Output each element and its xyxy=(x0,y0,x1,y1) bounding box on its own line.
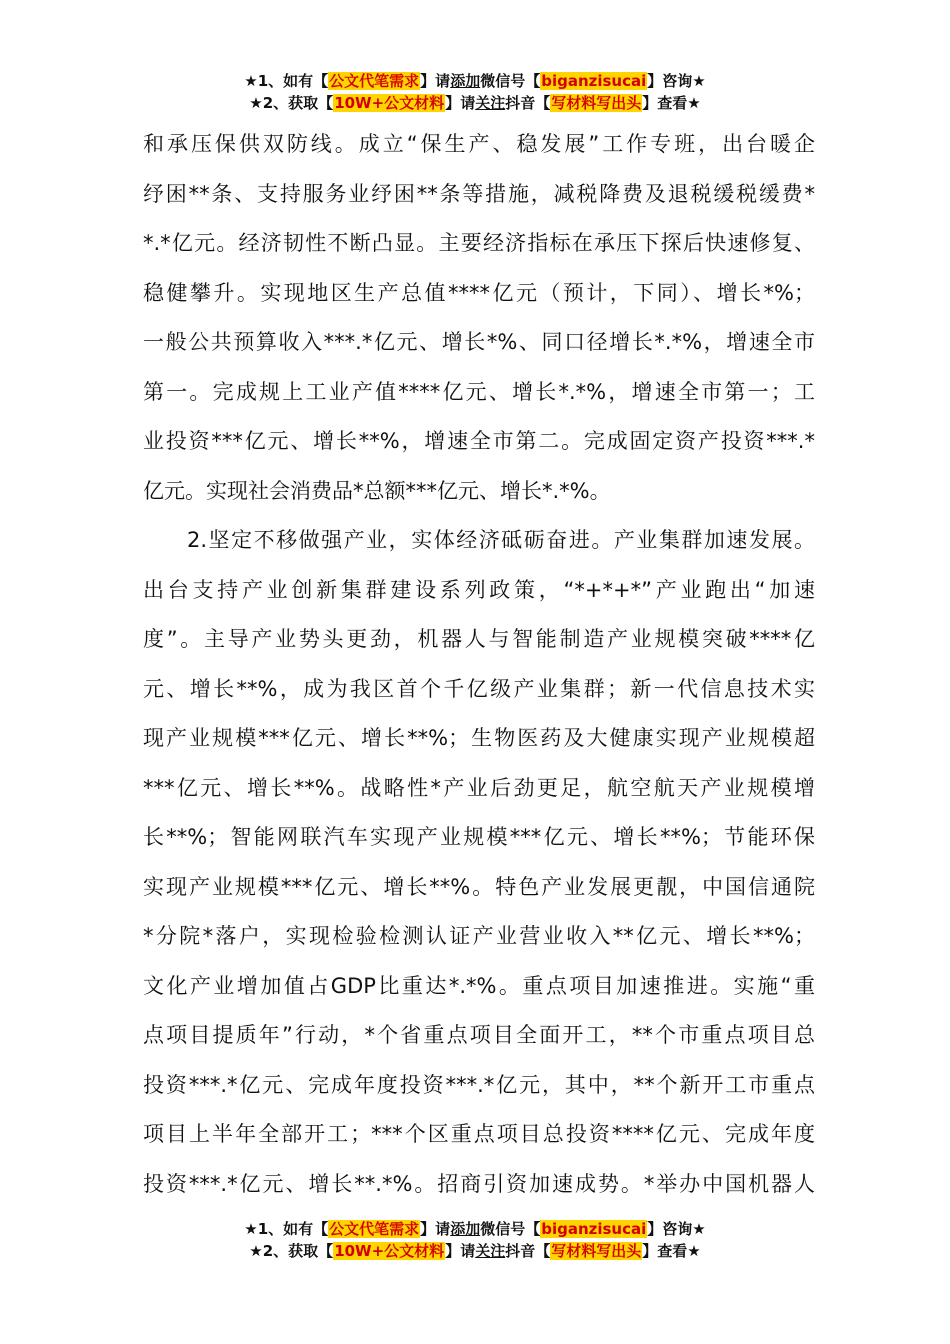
footer-row2-prefix: ★2、获取【 xyxy=(249,1242,334,1260)
body-line: 文化产业增加值占GDP比重达*.*%。重点项目加速推进。实施“重 xyxy=(143,973,815,998)
body-line: 度”。主导产业势头更劲，机器人与智能制造产业规模突破****亿 xyxy=(143,627,815,651)
body-line: 现产业规模***亿元、增长**%；生物医药及大健康实现产业规模超 xyxy=(143,726,815,750)
body-line: ***亿元、增长**%。战略性*产业后劲更足，航空航天产业规模增 xyxy=(143,775,815,800)
body-line: *.*亿元。经济韧性不断凸显。主要经济指标在承压下探后快速修复、 xyxy=(143,231,815,255)
body-line: 元、增长**%，成为我区首个千亿级产业集群；新一代信息技术实 xyxy=(143,676,815,701)
paragraph-2-first-line: 2.坚定不移做强产业，实体经济砥砺奋进。产业集群加速发展。 xyxy=(187,528,815,552)
header-row2-emphasis: 关注 xyxy=(475,94,506,112)
body-line: 稳健攀升。实现地区生产总值****亿元（预计，下同）、增长*%； xyxy=(143,280,815,305)
footer-row1-emphasis: 添加 xyxy=(450,1220,481,1238)
footer-row2-highlight-materials: 10W+公文材料 xyxy=(334,1242,445,1260)
body-line: 项目上半年全部开工；***个区重点项目总投资****亿元、完成年度 xyxy=(143,1122,815,1146)
footer-row1-text: 】请 xyxy=(420,1220,451,1238)
footer-row2-text-2: 抖音【 xyxy=(505,1242,551,1260)
header-banner xyxy=(0,70,950,114)
body-line: 第一。完成规上工业产值****亿元、增长*.*%，增速全市第一；工 xyxy=(143,379,815,404)
body-line: 一般公共预算收入***.*亿元、增长*%、同口径增长*.*%，增速全市 xyxy=(143,330,815,354)
header-row1-highlight-wechat: biganzisucai xyxy=(541,72,647,90)
header-row2-prefix: ★2、获取【 xyxy=(249,94,334,112)
footer-banner-row-2 xyxy=(0,1240,950,1262)
footer-row1-highlight-wechat: biganzisucai xyxy=(541,1220,647,1238)
header-banner-row-2 xyxy=(0,92,950,114)
footer-row2-emphasis: 关注 xyxy=(475,1242,506,1260)
header-row1-prefix: ★1、如有【 xyxy=(244,72,329,90)
header-row1-text: 】请 xyxy=(420,72,451,90)
header-row2-text-2: 抖音【 xyxy=(505,94,551,112)
body-line: *分院*落户，实现检验检测认证产业营业收入**亿元、增长**%； xyxy=(143,924,815,948)
body-line: 和承压保供双防线。成立“保生产、稳发展”工作专班，出台暖企 xyxy=(143,132,815,156)
header-row2-highlight-account: 写材料写出头 xyxy=(551,94,642,112)
body-line: 纾困**条、支持服务业纾困**条等措施，减税降费及退税缓税缓费* xyxy=(143,181,815,206)
footer-row2-highlight-account: 写材料写出头 xyxy=(551,1242,642,1260)
header-row2-suffix: 】查看★ xyxy=(642,94,701,112)
body-line: 投资***.*亿元、增长**.*%。招商引资加速成势。*举办中国机器人 xyxy=(143,1171,815,1196)
body-line: 实现产业规模***亿元、增长**%。特色产业发展更靓，中国信通院 xyxy=(143,874,815,899)
footer-banner-row-1 xyxy=(0,1218,950,1240)
footer-row2-suffix: 】查看★ xyxy=(642,1242,701,1260)
header-row1-suffix: 】咨询★ xyxy=(647,72,706,90)
body-line: 业投资***亿元、增长**%，增速全市第二。完成固定资产投资***.* xyxy=(143,429,815,453)
body-line: 投资***.*亿元、完成年度投资***.*亿元，其中，**个新开工市重点 xyxy=(143,1072,815,1097)
footer-banner xyxy=(0,1218,950,1262)
document-body xyxy=(143,120,815,1209)
footer-row2-text: 】请 xyxy=(445,1242,476,1260)
footer-row1-highlight-service: 公文代笔需求 xyxy=(329,1220,420,1238)
body-line: 亿元。实现社会消费品*总额***亿元、增长*.*%。 xyxy=(143,478,611,503)
footer-row1-prefix: ★1、如有【 xyxy=(244,1220,329,1238)
header-row1-text-2: 微信号【 xyxy=(480,72,541,90)
header-row1-emphasis: 添加 xyxy=(450,72,481,90)
body-line: 点项目提质年”行动，*个省重点项目全面开工，**个市重点项目总 xyxy=(143,1023,815,1047)
footer-row1-text-2: 微信号【 xyxy=(480,1220,541,1238)
header-banner-row-1 xyxy=(0,70,950,92)
footer-row1-suffix: 】咨询★ xyxy=(647,1220,706,1238)
header-row2-text: 】请 xyxy=(445,94,476,112)
header-row1-highlight-service: 公文代笔需求 xyxy=(329,72,420,90)
body-line: 出台支持产业创新集群建设系列政策，“*+*+*”产业跑出“加速 xyxy=(143,577,815,602)
body-line: 长**%；智能网联汽车实现产业规模***亿元、增长**%；节能环保 xyxy=(143,825,815,849)
header-row2-highlight-materials: 10W+公文材料 xyxy=(334,94,445,112)
